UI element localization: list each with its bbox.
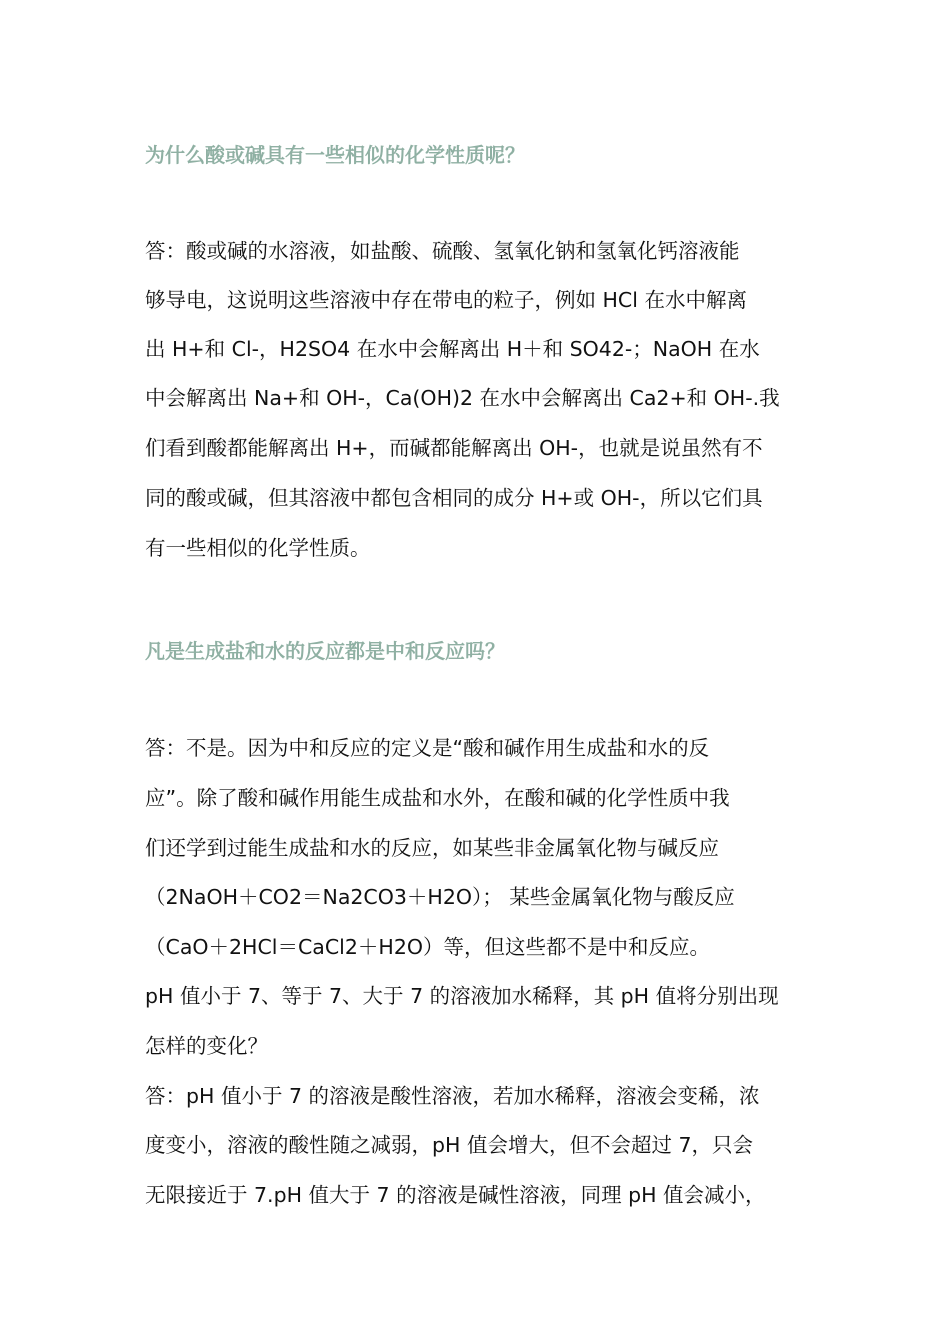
answer-1-line-4: 中会解离出 Na+和 OH-，Ca(OH)2 在水中会解离出 Ca2+和 OH-.我 [145, 386, 780, 410]
answer-1-line-1: 答：酸或碱的水溶液，如盐酸、硫酸、氢氧化钠和氢氧化钙溶液能 [145, 239, 740, 263]
question-heading-1: 为什么酸或碱具有一些相似的化学性质呢？ [145, 143, 525, 167]
answer-1-line-3: 出 H+和 Cl-，H2SO4 在水中会解离出 H＋和 SO42-；NaOH 在水 [145, 337, 760, 361]
answer-3-line-3: 无限接近于 7.pH 值大于 7 的溶液是碱性溶液，同理 pH 值会减小， [145, 1183, 766, 1207]
answer-1-line-5: 们看到酸都能解离出 H+，而碱都能解离出 OH-，也就是说虽然有不 [145, 436, 763, 460]
answer-1-line-2: 够导电，这说明这些溶液中存在带电的粒子，例如 HCl 在水中解离 [145, 288, 747, 312]
answer-2-line-1: 答：不是。因为中和反应的定义是“酸和碱作用生成盐和水的反 [145, 736, 710, 760]
answer-2-line-5: （CaO＋2HCl＝CaCl2＋H2O）等，但这些都不是中和反应。 [145, 935, 711, 959]
answer-2-line-2: 应”。除了酸和碱作用能生成盐和水外，在酸和碱的化学性质中我 [145, 786, 730, 810]
answer-2-line-4: （2NaOH＋CO2＝Na2CO3＋H2O）； 某些金属氧化物与酸反应 [145, 885, 735, 909]
question-3-line-2: 怎样的变化？ [145, 1034, 268, 1058]
answer-3-line-1: 答：pH 值小于 7 的溶液是酸性溶液，若加水稀释，溶液会变稀，浓 [145, 1084, 760, 1108]
answer-1-line-6: 同的酸或碱，但其溶液中都包含相同的成分 H+或 OH-，所以它们具 [145, 486, 763, 510]
question-heading-2: 凡是生成盐和水的反应都是中和反应吗？ [145, 639, 505, 663]
answer-2-line-3: 们还学到过能生成盐和水的反应，如某些非金属氧化物与碱反应 [145, 836, 719, 860]
question-3-line-1: pH 值小于 7、等于 7、大于 7 的溶液加水稀释，其 pH 值将分别出现 [145, 984, 779, 1008]
answer-1-line-7: 有一些相似的化学性质。 [145, 536, 371, 560]
answer-3-line-2: 度变小，溶液的酸性随之减弱，pH 值会增大，但不会超过 7，只会 [145, 1133, 754, 1157]
